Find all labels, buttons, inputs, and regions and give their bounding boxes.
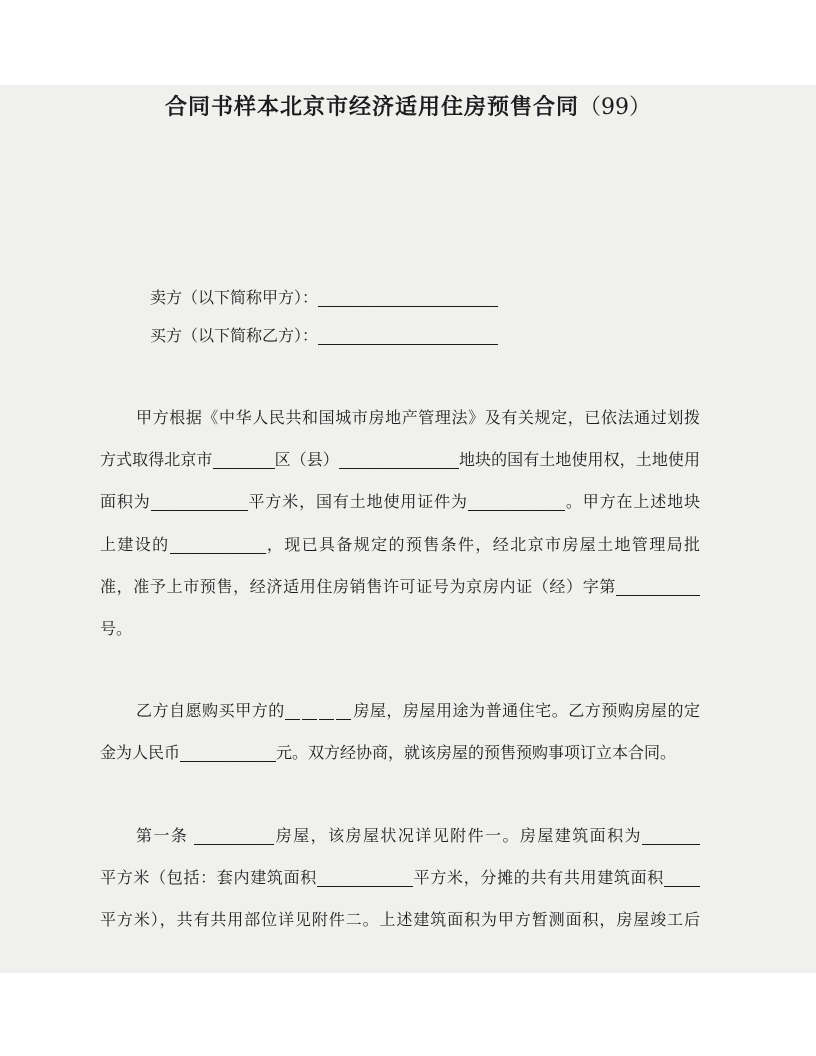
fill-in-blank bbox=[616, 581, 700, 596]
fill-in-blank bbox=[642, 830, 700, 845]
text-run: 方式取得北京市 bbox=[100, 450, 213, 469]
fill-in-blank bbox=[468, 496, 565, 511]
article1-line-1 bbox=[136, 815, 700, 857]
text-run: 准，准予上市预售，经济适用住房销售许可证号为京房内证（经）字第 bbox=[100, 577, 616, 596]
text-run: 号。 bbox=[100, 619, 133, 638]
text-run: 第一条 bbox=[136, 826, 189, 845]
text-run: 区（县） bbox=[274, 450, 339, 469]
purchase-line-2 bbox=[100, 732, 700, 774]
article1-line-3 bbox=[100, 899, 700, 941]
title-text: 合同书样本北京市经济适用住房预售合同 bbox=[164, 94, 579, 120]
text-run: 平方米（包括：套内建筑面积 bbox=[100, 868, 317, 887]
text-run: 房屋，房屋用途为普通住宅。乙方预购房屋的定 bbox=[352, 701, 700, 720]
seller-line bbox=[150, 277, 700, 319]
fill-in-blank bbox=[339, 454, 459, 469]
fill-in-blank bbox=[317, 872, 413, 887]
fill-in-blank bbox=[318, 292, 498, 307]
text-run: 乙方自愿购买甲方的 bbox=[136, 701, 285, 720]
document-body bbox=[100, 0, 700, 1056]
preamble-line-2 bbox=[100, 439, 700, 481]
title-suffix: （99） bbox=[579, 95, 651, 120]
fill-in-blank bbox=[318, 330, 498, 345]
text-run: 。甲方在上述地块 bbox=[564, 492, 700, 511]
text-run: 平方米，国有土地使用证件为 bbox=[247, 492, 468, 511]
text-run: 买方（以下简称乙方）： bbox=[150, 326, 319, 345]
buyer-line bbox=[150, 315, 700, 357]
purchase-line-1 bbox=[136, 690, 700, 732]
text-run: 金为人民币 bbox=[100, 743, 181, 762]
preamble-line-1 bbox=[136, 397, 700, 439]
text-run: 房屋，该房屋状况详见附件一。房屋建筑面积为 bbox=[274, 826, 642, 845]
text-run: 面积为 bbox=[100, 492, 151, 511]
text-run: 平方米），共有共用部位详见附件二。上述建筑面积为甲方暂测面积，房屋竣工后 bbox=[100, 910, 700, 929]
fill-in-blank bbox=[180, 747, 276, 762]
fill-in-blank bbox=[664, 872, 700, 887]
text-run: 地块的国有土地使用权，土地使用 bbox=[458, 450, 700, 469]
article1-line-2 bbox=[100, 857, 700, 899]
preamble-line-4 bbox=[100, 524, 700, 566]
preamble-line-3 bbox=[100, 481, 700, 523]
underscore-blank bbox=[285, 705, 300, 720]
underscore-blank bbox=[319, 705, 334, 720]
text-run: 平方米，分摊的共有共用建筑面积 bbox=[412, 868, 664, 887]
text-run: 元。双方经协商，就该房屋的预售预购事项订立本合同。 bbox=[276, 743, 677, 762]
text-run: ，现已具备规定的预售条件，经北京市房屋土地管理局批 bbox=[265, 535, 700, 554]
preamble-line-6 bbox=[100, 608, 700, 650]
fill-in-blank bbox=[213, 454, 275, 469]
text-run: 上建设的 bbox=[100, 535, 170, 554]
underscore-blank bbox=[336, 705, 351, 720]
preamble-line-5 bbox=[100, 566, 700, 608]
underscore-blank bbox=[302, 705, 317, 720]
text-run: 卖方（以下简称甲方）： bbox=[150, 288, 319, 307]
fill-in-blank bbox=[151, 496, 248, 511]
fill-in-blank bbox=[170, 539, 266, 554]
text-run: 甲方根据《中华人民共和国城市房地产管理法》及有关规定，已依法通过划拨 bbox=[136, 408, 700, 427]
fill-in-blank bbox=[194, 830, 274, 845]
